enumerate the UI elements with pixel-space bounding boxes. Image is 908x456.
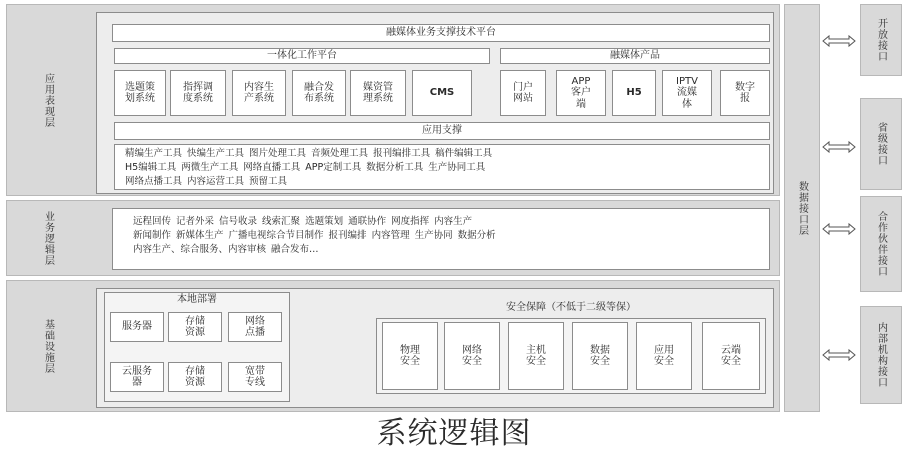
platform-title-box xyxy=(112,24,770,42)
security-host: 主机安全 xyxy=(508,322,564,390)
business-row-3: 内容生产、综合服务、内容审核 融合发布… xyxy=(133,244,319,255)
open-interface: 开放接口 xyxy=(860,4,902,76)
arrow-partner-interface xyxy=(822,222,856,236)
security-network: 网络安全 xyxy=(444,322,500,390)
business-row-2: 新闻制作 新媒体生产 广播电视综合节目制作 报刊编排 内容管理 生产协同 数据分析 xyxy=(133,230,496,241)
products-title: 融媒体产品 xyxy=(610,50,660,62)
tools-row-3: 网络点播工具 内容运营工具 预留工具 xyxy=(125,176,288,187)
system-cms: CMS xyxy=(412,70,472,116)
system-command-dispatch: 指挥调度系统 xyxy=(170,70,226,116)
products-header xyxy=(500,48,770,64)
tools-row-1: 精编生产工具 快编生产工具 图片处理工具 音频处理工具 报刊编排工具 稿件编辑工具 xyxy=(125,148,493,159)
infrastructure-layer-label: 基础设施层 xyxy=(42,318,54,374)
system-media-asset: 媒资管理系统 xyxy=(350,70,406,116)
local-network-vod: 网络点播 xyxy=(228,312,282,342)
security-data: 数据安全 xyxy=(572,322,628,390)
business-content xyxy=(112,208,770,270)
security-title: 安全保障（不低于二级等保） xyxy=(506,302,636,313)
application-layer-label: 应用表现层 xyxy=(42,72,54,128)
internal-interface: 内部机构接口 xyxy=(860,306,902,404)
security-application: 应用安全 xyxy=(636,322,692,390)
local-cloud-server: 云服务器 xyxy=(110,362,164,392)
arrow-open-interface xyxy=(822,34,856,48)
local-storage-2: 存储资源 xyxy=(168,362,222,392)
local-deploy-title: 本地部署 xyxy=(177,294,217,305)
business-row-1: 远程回传 记者外采 信号收录 线索汇聚 选题策划 通联协作 网度指挥 内容生产 xyxy=(133,216,473,227)
local-storage: 存储资源 xyxy=(168,312,222,342)
system-converged-publishing: 融合发布系统 xyxy=(292,70,346,116)
system-content-production: 内容生产系统 xyxy=(232,70,286,116)
partner-interface: 合作伙伴接口 xyxy=(860,196,902,292)
diagram-caption: 系统逻辑图 xyxy=(376,416,532,451)
platform-title: 融媒体业务支撑技术平台 xyxy=(386,27,496,39)
integrated-platform-header xyxy=(114,48,490,64)
system-selection-planning: 选题策划系统 xyxy=(114,70,166,116)
product-h5: H5 xyxy=(612,70,656,116)
product-app-client: APP客户端 xyxy=(556,70,606,116)
data-interface-layer: 数据接口层 xyxy=(784,4,820,412)
tools-row-2: H5编辑工具 两微生产工具 网络直播工具 APP定制工具 数据分析工具 生产协同工具 xyxy=(125,162,486,173)
app-support-header xyxy=(114,122,770,140)
app-support-tools xyxy=(114,144,770,190)
product-iptv: IPTV流媒体 xyxy=(662,70,712,116)
arrow-provincial-interface xyxy=(822,140,856,154)
integrated-platform-title: 一体化工作平台 xyxy=(267,50,337,62)
arrow-internal-interface xyxy=(822,348,856,362)
app-support-title: 应用支撑 xyxy=(422,125,462,137)
provincial-interface: 省级接口 xyxy=(860,98,902,190)
business-layer-label: 业务逻辑层 xyxy=(42,210,54,266)
product-digital-newspaper: 数字报 xyxy=(720,70,770,116)
product-portal: 门户网站 xyxy=(500,70,546,116)
security-physical: 物理安全 xyxy=(382,322,438,390)
local-server: 服务器 xyxy=(110,312,164,342)
security-cloud: 云端安全 xyxy=(702,322,760,390)
local-broadband: 宽带专线 xyxy=(228,362,282,392)
